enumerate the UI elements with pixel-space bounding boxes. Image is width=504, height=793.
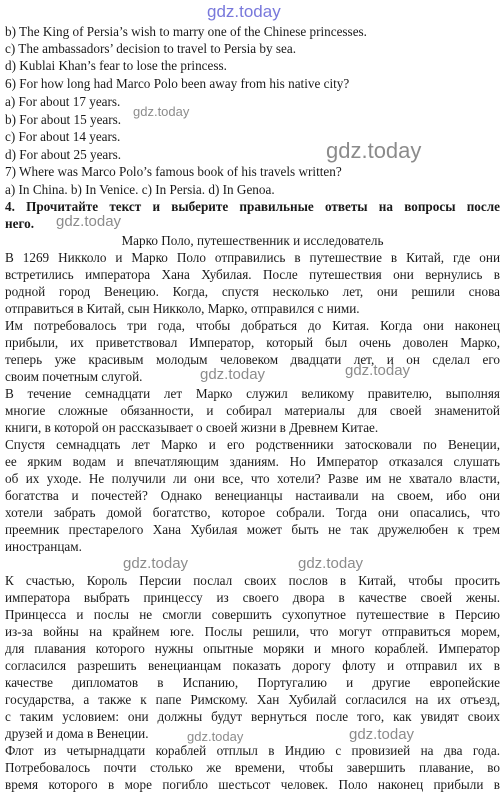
paragraph-line: ее ярким водам и впечатляющим зданиям. Но Император отказался слушать: [5, 454, 500, 469]
paragraph-line: время которого в море погибло шестьсот человек. Поло наконец прибыли в: [5, 777, 500, 792]
paragraph-line: Потребовалось почти столько же времени, чтобы завершить плавание, во: [5, 760, 500, 775]
paragraph-line: с таким условием: они должны будут вернуться после того, как увидят своих: [5, 709, 500, 724]
task-4-heading: 4. Прочитайте текст и выберите правильные ответы на вопросы после: [5, 199, 500, 214]
paragraph-line: Спустя семнадцать лет Марко и его родственники затосковали по Венеции,: [5, 437, 500, 452]
paragraph-line: своим почетным слугой.: [5, 369, 143, 384]
watermark: gdz.today: [349, 726, 415, 743]
text-title: Марко Поло, путешественник и исследователь: [121, 233, 384, 248]
answer-option-6a: a) For about 17 years.: [5, 94, 121, 109]
paragraph-line: отправиться в Китай, сын Никколо, Марко, отправился с ними.: [5, 301, 360, 316]
paragraph-line: К счастью, Король Персии послал своих послов в Китай, чтобы просить: [5, 573, 500, 588]
answer-option-5c: c) The ambassadors’ decision to travel to Persia by sea.: [5, 41, 297, 56]
paragraph-line: многие сложные обязанности, и собирал материалы для своей знаменитой: [5, 403, 500, 418]
paragraph-line: императора выбрать принцессу из своего двора в качестве своей жены.: [5, 590, 500, 605]
paragraph-line: согласился разрешить венецианцам показать дорогу флоту и отправил их в: [5, 658, 500, 673]
paragraph-line: иностранцам.: [5, 539, 82, 554]
paragraph-line: преемник престарелого Хана Хубилая может быть не так дружелюбен к трем: [5, 522, 500, 537]
question-7: 7) Where was Marco Polo’s famous book of his travels written?: [5, 164, 342, 179]
watermark: gdz.today: [133, 104, 190, 119]
answer-option-6d: d) For about 25 years.: [5, 147, 122, 162]
paragraph-line: из-за войны на крайнем юге. Послы решили, что могут отправиться морем,: [5, 624, 500, 639]
answer-option-5b: b) The King of Persia’s wish to marry one of the Chinese princesses.: [5, 24, 367, 39]
answer-option-6c: c) For about 14 years.: [5, 129, 121, 144]
paragraph-line: качестве дипломатов в Испанию, Португалию и другие европейские: [5, 675, 500, 690]
watermark-top: gdz.today: [207, 2, 281, 21]
answer-option-5d: d) Kublai Khan’s fear to lose the princess.: [5, 58, 227, 73]
paragraph-line: друзей и дома в Венеции.: [5, 726, 149, 741]
paragraph-line: родной город Венецию. Когда, спустя несколько лет, они решили снова: [5, 284, 500, 299]
paragraph-line: книги, в которой он рассказывает о своей жизни в Древнем Китае.: [5, 420, 379, 435]
paragraph-line: Принцесса и послы не смогли совершить сухопутное путешествие в Персию: [5, 607, 500, 622]
watermark: gdz.today: [187, 729, 244, 744]
paragraph-line: об их уходе. Не получили ли они все, что хотели? Разве им не хватало власти,: [5, 471, 500, 486]
paragraph-line: теперь уже красивым молодым человеком двадцати лет, и он сделал его: [5, 352, 500, 367]
paragraph-line: В 1269 Никколо и Марко Поло отправились в путешествие в Китай, где они: [5, 250, 500, 265]
task-4-heading-end: него.: [5, 216, 35, 231]
paragraph-line: для плавания которого нужны опытные моряки и много кораблей. Император: [5, 641, 500, 656]
watermark: gdz.today: [200, 366, 266, 383]
paragraph-line: Им потребовалось три года, чтобы добраться до Китая. Когда они наконец: [5, 318, 500, 333]
paragraph-line: государства, а также к папе Римскому. Хан Хубилай согласился на их отъезд,: [5, 692, 500, 707]
answer-options-7: a) In China. b) In Venice. c) In Persia. d) In Genoa.: [5, 182, 275, 197]
paragraph-line: хотели забрать домой богатство, которое собрали. Тогда они опасались, что: [5, 505, 500, 520]
paragraph-line: встретились императора Хана Хубилая. После путешествия они вернулись в: [5, 267, 500, 282]
watermark: gdz.today: [56, 213, 122, 230]
watermark: gdz.today: [123, 555, 189, 572]
paragraph-line: богатства и почестей? Однако венецианцы настаивали на своем, ибо они: [5, 488, 500, 503]
watermark: gdz.today: [326, 138, 422, 163]
paragraph-line: Флот из четырнадцати кораблей отплыл в Индию с провизией на два года.: [5, 743, 500, 758]
paragraph-line: В течение семнадцати лет Марко служил великому правителю, выполняя: [5, 386, 500, 401]
watermark: gdz.today: [345, 362, 411, 379]
paragraph-line: прибыли, их приветствовал Император, который был очень доволен Марко,: [5, 335, 500, 350]
answer-option-6b: b) For about 15 years.: [5, 112, 122, 127]
question-6: 6) For how long had Marco Polo been away from his native city?: [5, 76, 350, 91]
watermark: gdz.today: [298, 555, 364, 572]
